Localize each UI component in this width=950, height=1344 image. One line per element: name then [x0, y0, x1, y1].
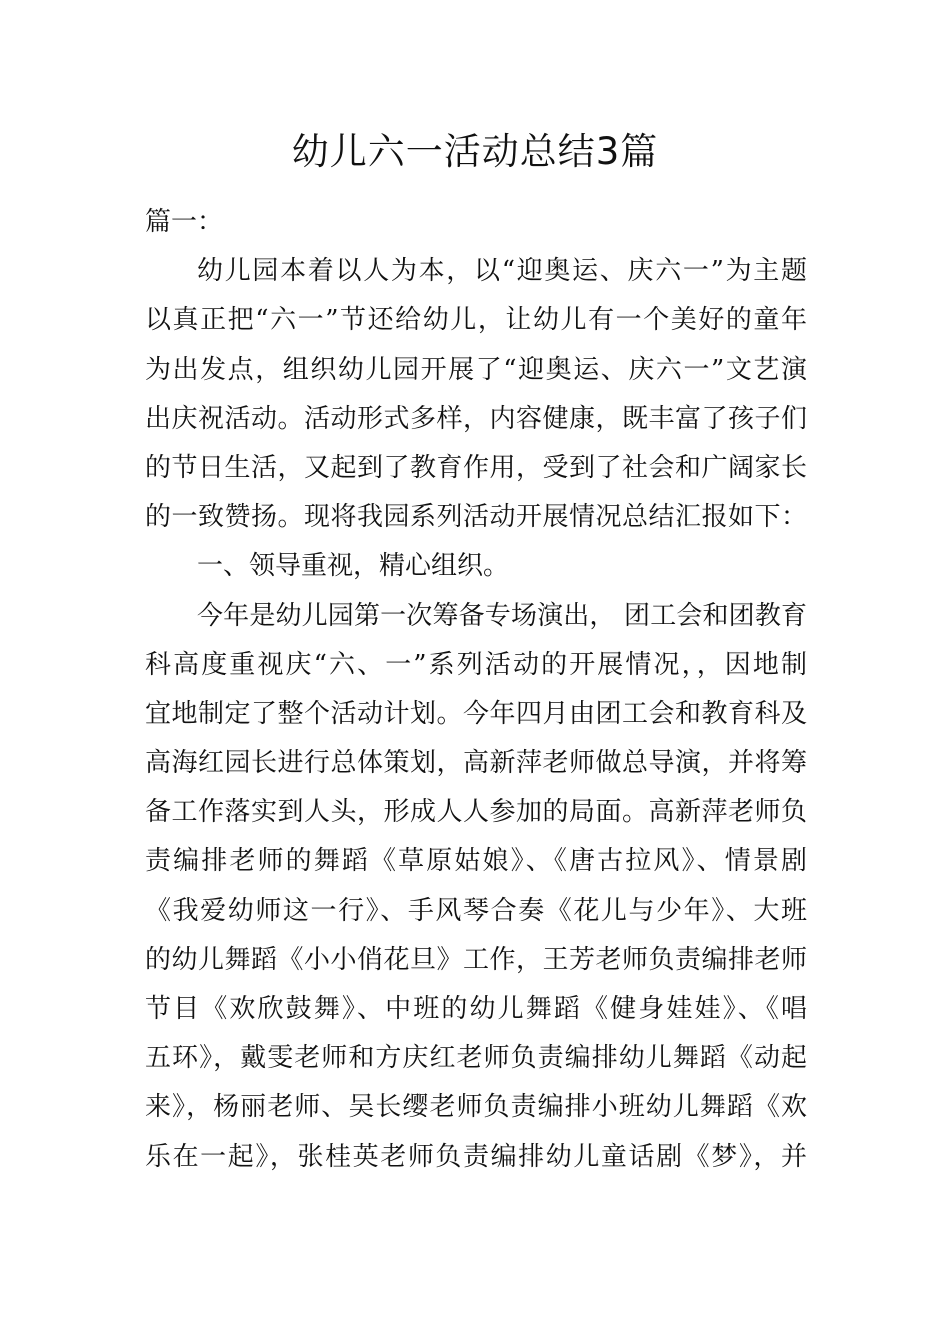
text-line: 出庆祝活动。活动形式多样，内容健康，既丰富了孩子们: [145, 403, 807, 434]
text-line: 的一致赞扬。现将我园系列活动开展情况总结汇报如下：: [145, 502, 807, 533]
document-body: [145, 198, 807, 1182]
text-line: 的节日生活，又起到了教育作用，受到了社会和广阔家长: [145, 452, 807, 483]
text-line: 以真正把“六一”节还给幼儿，让幼儿有一个美好的童年: [145, 305, 807, 336]
text-line: 今年是幼儿园第一次筹备专场演出， 团工会和团教育: [197, 600, 807, 631]
text-line: 一、领导重视，精心组织。: [197, 551, 510, 582]
text-line: 宜地制定了整个活动计划。今年四月由团工会和教育科及: [145, 698, 807, 729]
text-line: 来》，杨丽老师、吴长缨老师负责编排小班幼儿舞蹈《欢: [145, 1092, 807, 1123]
text-line: 《我爱幼师这一行》、手风琴合奏《花儿与少年》、大班: [145, 895, 807, 926]
text-line: 责编排老师的舞蹈《草原姑娘》、《唐古拉风》、情景剧: [145, 846, 807, 877]
text-line: 高海红园长进行总体策划，高新萍老师做总导演，并将筹: [145, 748, 807, 779]
text-line: 节目《欢欣鼓舞》、中班的幼儿舞蹈《健身娃娃》、《唱: [145, 994, 807, 1024]
document-title: 幼儿六一活动总结3篇: [291, 130, 659, 173]
text-line: 的幼儿舞蹈《小小俏花旦》工作，王芳老师负责编排老师: [145, 944, 807, 975]
text-line: 篇一：: [145, 207, 224, 237]
text-line: 乐在一起》，张桂英老师负责编排幼儿童话剧《梦》，并: [145, 1141, 807, 1172]
text-line: 五环》，戴雯老师和方庆红老师负责编排幼儿舞蹈《动起: [145, 1043, 807, 1074]
text-line: 为出发点，组织幼儿园开展了“迎奥运、庆六一”文艺演: [145, 354, 807, 385]
text-line: 科高度重视庆“六、一”系列活动的开展情况，，因地制: [145, 649, 807, 680]
text-line: 备工作落实到人头，形成人人参加的局面。高新萍老师负: [145, 797, 807, 828]
text-line: 幼儿园本着以人为本，以“迎奥运、庆六一”为主题: [197, 256, 807, 287]
